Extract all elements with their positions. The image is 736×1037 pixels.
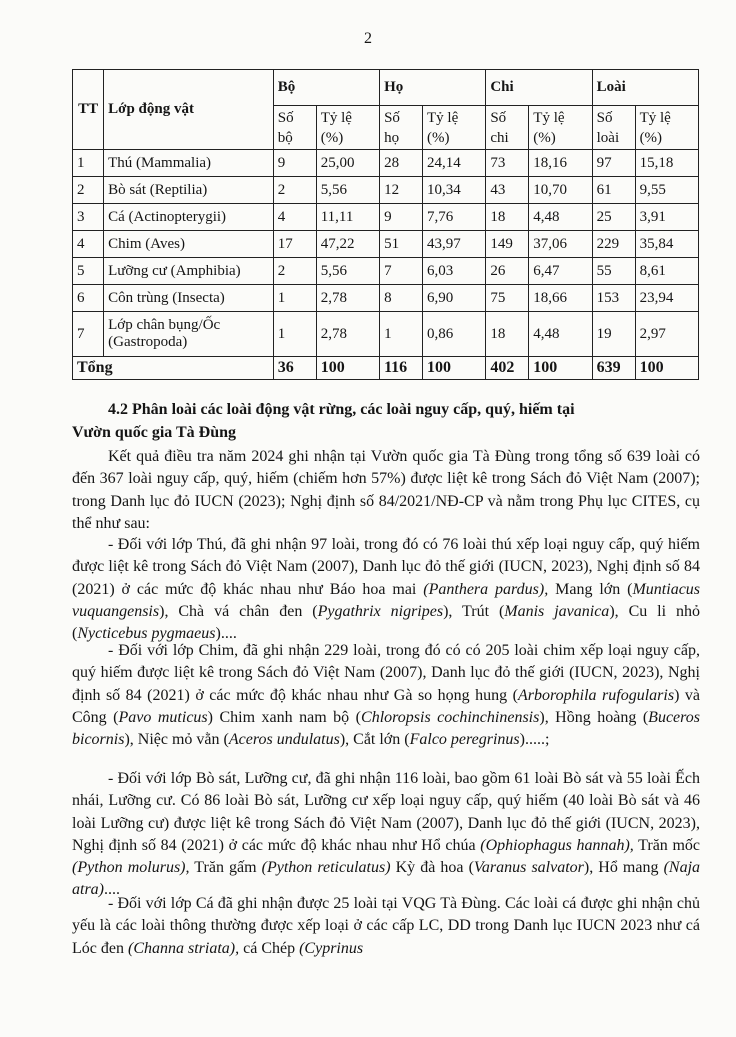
paragraph-reptiles: - Đối với lớp Bò sát, Lưỡng cư, đã ghi nhận 116 loài, bao gồm 61 loài Bò sát và 55 loài Ếch nhái, Lưỡng cư. Có 86 loài Bò sát, Lưỡng cư xếp loại nguy cấp, quý hiếm (40 loài Bò sát và 46 loài Lưỡng cư) được liệt kê trong Sách đỏ Việt Nam (2007), Danh lục đỏ thế giới (IUCN, 2023), Nghị định số 84 (2021) ở các mức độ khác nhau như Hổ chúa (Ophiophagus hannah), Trăn mốc (Python molurus), Trăn gấm (Python reticulatus) Kỳ đà hoa (Varanus salvator), Hổ mang (Naja atra).... [72, 770, 701, 899]
table-cell: 25 [592, 204, 635, 231]
section-heading-line1: 4.2 Phân loài các loài động vật rừng, các loài nguy cấp, quý, hiếm tại [108, 401, 575, 418]
row-number: 2 [73, 177, 104, 204]
table-cell: 9 [273, 150, 316, 177]
table-cell: 6,47 [529, 258, 592, 285]
animal-class: Lớp chân bụng/Ốc (Gastropoda) [104, 312, 274, 357]
table-cell: 6,03 [423, 258, 486, 285]
table-cell: 35,84 [635, 231, 698, 258]
table-cell: 73 [486, 150, 529, 177]
table-cell: 18,66 [529, 285, 592, 312]
subheader-cell: Số bộ [273, 106, 316, 150]
total-cell: 100 [423, 357, 486, 380]
subheader-cell: Tỷ lệ (%) [529, 106, 592, 150]
section-heading [72, 398, 700, 444]
table-cell: 8,61 [635, 258, 698, 285]
table-cell: 1 [273, 312, 316, 357]
subheader-cell: Tỷ lệ (%) [423, 106, 486, 150]
animal-class: Cá (Actinopterygii) [104, 204, 274, 231]
table-cell: 8 [380, 285, 423, 312]
animal-class: Lưỡng cư (Amphibia) [104, 258, 274, 285]
subheader-cell: Số họ [380, 106, 423, 150]
table-cell: 61 [592, 177, 635, 204]
table-cell: 1 [380, 312, 423, 357]
table-total-row [73, 357, 699, 380]
table-cell: 7 [380, 258, 423, 285]
table-cell: 23,94 [635, 285, 698, 312]
total-cell: 36 [273, 357, 316, 380]
table-cell: 15,18 [635, 150, 698, 177]
total-cell: 402 [486, 357, 529, 380]
total-cell: 116 [380, 357, 423, 380]
row-number: 3 [73, 204, 104, 231]
table-cell: 2,97 [635, 312, 698, 357]
table-cell: 149 [486, 231, 529, 258]
table-cell: 43,97 [423, 231, 486, 258]
table-cell: 25,00 [316, 150, 379, 177]
table-cell: 9,55 [635, 177, 698, 204]
table-row [73, 258, 699, 285]
subheader-cell: Tỷ lệ (%) [635, 106, 698, 150]
subheader-cell: Số chi [486, 106, 529, 150]
table-cell: 17 [273, 231, 316, 258]
row-number: 4 [73, 231, 104, 258]
section-heading-line2: Vườn quốc gia Tà Đùng [72, 424, 236, 441]
table-cell: 12 [380, 177, 423, 204]
table-cell: 2 [273, 258, 316, 285]
animal-class: Côn trùng (Insecta) [104, 285, 274, 312]
table-row [73, 204, 699, 231]
table-cell: 18 [486, 204, 529, 231]
table-cell: 5,56 [316, 177, 379, 204]
total-label: Tổng [73, 357, 274, 380]
animal-statistics-table [72, 69, 699, 380]
table-cell: 5,56 [316, 258, 379, 285]
table-cell: 11,11 [316, 204, 379, 231]
table-cell: 10,70 [529, 177, 592, 204]
row-number: 7 [73, 312, 104, 357]
table-cell: 4,48 [529, 204, 592, 231]
total-cell: 100 [635, 357, 698, 380]
table-cell: 7,76 [423, 204, 486, 231]
table-cell: 18,16 [529, 150, 592, 177]
subheader-cell: Số loài [592, 106, 635, 150]
row-number: 5 [73, 258, 104, 285]
animal-class: Chim (Aves) [104, 231, 274, 258]
table-cell: 47,22 [316, 231, 379, 258]
table-cell: 51 [380, 231, 423, 258]
table-row [73, 285, 699, 312]
table-cell: 97 [592, 150, 635, 177]
table-cell: 153 [592, 285, 635, 312]
page-number: 2 [364, 30, 372, 47]
header-group-ho: Họ [380, 70, 486, 106]
header-group-chi: Chi [486, 70, 592, 106]
animal-class: Bò sát (Reptilia) [104, 177, 274, 204]
table-cell: 75 [486, 285, 529, 312]
total-cell: 100 [316, 357, 379, 380]
table-cell: 37,06 [529, 231, 592, 258]
subheader-cell: Tỷ lệ (%) [316, 106, 379, 150]
table-cell: 24,14 [423, 150, 486, 177]
table-cell: 6,90 [423, 285, 486, 312]
table-cell: 4 [273, 204, 316, 231]
table-row [73, 312, 699, 357]
table-cell: 2 [273, 177, 316, 204]
table-cell: 55 [592, 258, 635, 285]
total-cell: 100 [529, 357, 592, 380]
header-group-loai: Loài [592, 70, 698, 106]
table-cell: 0,86 [423, 312, 486, 357]
paragraph-mammals: - Đối với lớp Thú, đã ghi nhận 97 loài, trong đó có 76 loài thú xếp loại nguy cấp, quý hiếm được liệt kê trong Sách đỏ Việt Nam (2007), Danh lục đỏ thế giới (IUCN, 2023), Nghị định số 84 (2021) ở các mức độ khác nhau như Báo hoa mai (Panthera pardus), Mang lớn (Muntiacus vuquangensis), Chà vá chân đen (Pygathrix nigripes), Trút (Manis javanica), Cu li nhỏ (Nycticebus pygmaeus).... [72, 536, 701, 643]
table-row [73, 177, 699, 204]
total-cell: 639 [592, 357, 635, 380]
header-group-bo: Bộ [273, 70, 379, 106]
paragraph-intro: Kết quả điều tra năm 2024 ghi nhận tại Vườn quốc gia Tà Đùng trong tổng số 639 loài có đến 367 loài nguy cấp, quý, hiếm (chiếm hơn 57%) được liệt kê trong Sách đỏ Việt Nam (2007); trong Danh lục đỏ IUCN (2023); Nghị định số 84/2021/NĐ-CP và nằm trong Phụ lục CITES, cụ thể như sau: [72, 448, 700, 532]
table-cell: 3,91 [635, 204, 698, 231]
row-number: 1 [73, 150, 104, 177]
table-row [73, 231, 699, 258]
header-class: Lớp động vật [104, 70, 274, 150]
table-header-row [73, 70, 699, 106]
row-number: 6 [73, 285, 104, 312]
table-cell: 28 [380, 150, 423, 177]
paragraph-fish: - Đối với lớp Cá đã ghi nhận được 25 loài tại VQG Tà Đùng. Các loài cá được ghi nhận chủ yếu là các loài thông thường được xếp loại ở các cấp LC, DD trong Danh lục IUCN 2023 như cá Lóc đen (Channa striata), cá Chép (Cyprinus [72, 895, 700, 957]
table-cell: 9 [380, 204, 423, 231]
table-cell: 26 [486, 258, 529, 285]
table-cell: 19 [592, 312, 635, 357]
table-cell: 2,78 [316, 312, 379, 357]
table-cell: 229 [592, 231, 635, 258]
table-cell: 43 [486, 177, 529, 204]
paragraph-birds: - Đối với lớp Chim, đã ghi nhận 229 loài, trong đó có có 205 loài chim xếp loại nguy cấp, quý hiếm được liệt kê trong Sách đỏ Việt Nam (2007), Danh lục đỏ thế giới (IUCN, 2023), Nghị định số 84 (2021) ở các mức độ khác nhau như Gà so họng hung (Arborophila rufogularis) và Công (Pavo muticus) Chim xanh nam bộ (Chloropsis cochinchinensis), Hồng hoàng (Buceros bicornis), Niệc mỏ vằn (Aceros undulatus), Cắt lớn (Falco peregrinus).....; [72, 642, 701, 749]
header-tt: TT [73, 70, 104, 150]
table-cell: 10,34 [423, 177, 486, 204]
table-cell: 1 [273, 285, 316, 312]
table-cell: 18 [486, 312, 529, 357]
table-cell: 2,78 [316, 285, 379, 312]
animal-class: Thú (Mammalia) [104, 150, 274, 177]
table-row [73, 150, 699, 177]
table-cell: 4,48 [529, 312, 592, 357]
